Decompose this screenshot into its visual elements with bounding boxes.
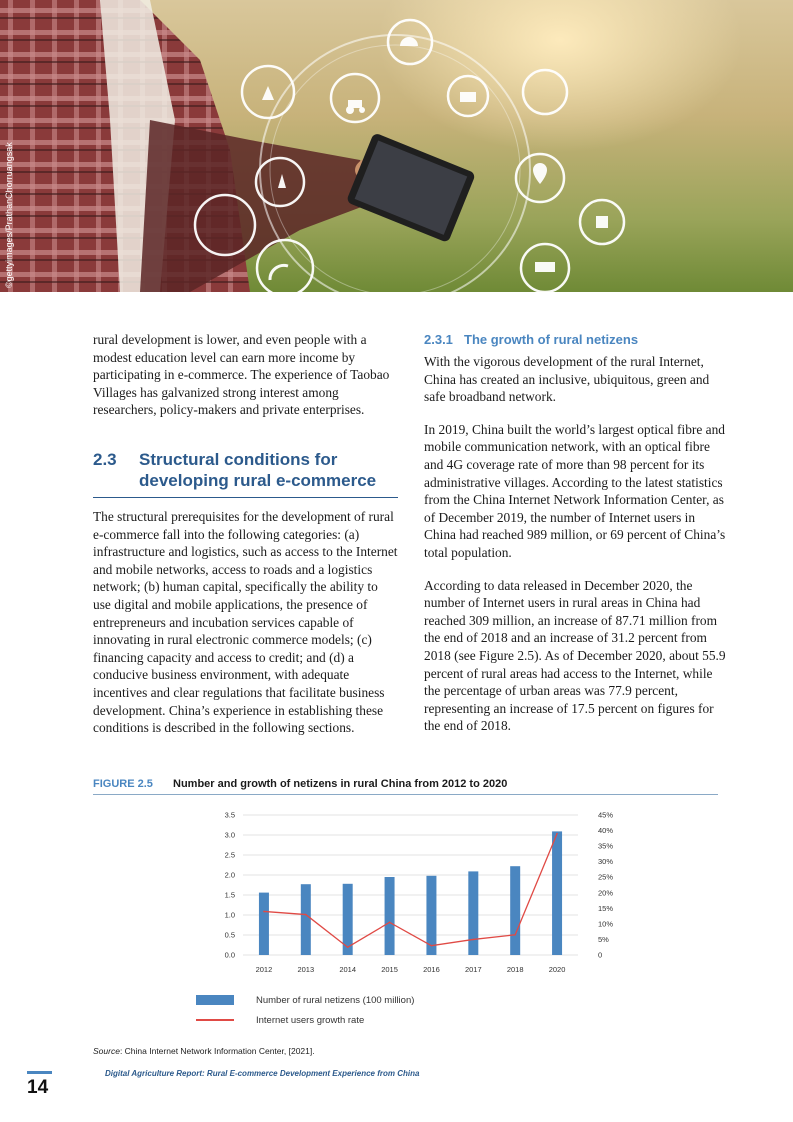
growth-rate-point [263,911,265,913]
growth-rate-point [556,833,558,835]
y-tick-label: 0.0 [224,950,235,960]
x-tick-label: 2014 [339,965,357,974]
y2-tick-label: 30% [598,857,614,867]
y-tick-label: 1.0 [224,910,235,920]
x-tick-label: 2015 [381,965,398,974]
legend-bar-swatch [196,995,234,1005]
running-title: Digital Agriculture Report: Rural E-commerce Development Experience from China [105,1069,420,1078]
x-tick-label: 2012 [255,965,273,974]
y-tick-label: 2.0 [224,870,235,880]
bar [259,893,269,955]
bar [301,884,311,955]
bar [510,866,520,955]
y-tick-label: 3.5 [224,810,235,820]
page-number-accent [27,1071,52,1074]
section-number: 2.3 [93,449,117,469]
growth-rate-point [514,934,516,936]
growth-rate-point [473,939,475,941]
legend-item-line [196,1010,414,1030]
y-tick-label: 0.5 [224,930,235,940]
source-text: : China Internet Network Information Center, [2021]. [119,1046,315,1056]
subsection-title: The growth of rural netizens [464,332,639,347]
y2-tick-label: 45% [598,810,614,820]
intro-paragraph: rural development is lower, and even people with a modest education level can earn more income by participating in e-commerce. The experience of Taobao Villages has galvanized strong interest among researchers, policy-makers and private enterprises. [93,332,390,418]
paragraph-1: With the vigorous development of the rural Internet, China has created an inclusive, ubiquitous, green and safe broadband network. [424,354,710,405]
y-tick-label: 2.5 [224,850,235,860]
paragraph-2: In 2019, China built the world’s largest optical fibre and mobile communication network, with an optical fibre and 4G coverage rate of more than 98 percent for its administrative villages. According to the latest statistics from the China Internet Network Information Center, as of December 2019, the number of Internet users in China had reached 989 million, or 69 percent of China’s total population. [424,421,726,560]
x-tick-label: 2016 [423,965,440,974]
x-tick-label: 2017 [464,965,482,974]
y2-tick-label: 10% [598,919,614,929]
figure-source [93,1046,315,1056]
bar [468,871,478,955]
y2-tick-label: 15% [598,903,614,913]
y2-tick-label: 40% [598,826,614,836]
growth-rate-point [431,945,433,947]
chart-legend [196,990,414,1030]
y2-tick-label: 35% [598,841,614,851]
y2-tick-label: 0 [598,950,603,960]
bar [385,877,395,955]
growth-rate-point [389,922,391,924]
subsection-number: 2.3.1 [424,332,453,347]
y-tick-label: 3.0 [224,830,235,840]
y-tick-label: 1.5 [224,890,235,900]
body-paragraph: The structural prerequisites for the development of rural e-commerce fall into the following categories: (a) infrastructure and logistics, such as access to the Internet and mobile networks, access to roads and a logistics network; (b) human capital, specifically the ability to use digital and mobile applications, the presence of entrepreneurs and incubation services capable of innovating in rural electronic commerce models; (c) financing capacity and access to credit; and (d) a conducive business environment, with adequate incentives and clear regulations that facilitate business development. China’s experience in establishing these conditions is described in the following sections. [93,508,398,736]
x-tick-label: 2013 [297,965,315,974]
source-label: Source [93,1046,120,1056]
section-title: Structural conditions for developing rural e-commerce [139,449,377,490]
y2-tick-label: 20% [598,888,614,898]
legend-line-label: Internet users growth rate [256,1014,365,1026]
legend-item-bars [196,990,414,1010]
x-tick-label: 2020 [548,965,566,974]
x-tick-label: 2018 [506,965,524,974]
figure-caption: Number and growth of netizens in rural China from 2012 to 2020 [173,778,508,790]
legend-bar-label: Number of rural netizens (100 million) [256,994,415,1006]
bar [552,831,562,955]
growth-rate-point [305,914,307,916]
figure-label: FIGURE 2.5 [93,778,153,790]
page-number: 14 [27,1077,49,1098]
photo-credit: ©gettyimages/PrathanChorruangsak [4,142,14,288]
legend-line-swatch [196,1019,234,1021]
growth-rate-point [347,946,349,948]
y2-tick-label: 5% [598,934,609,944]
y2-tick-label: 25% [598,872,614,882]
paragraph-3: According to data released in December 2020, the number of Internet users in rural areas in China had reached 309 million, an increase of 87.71 million from the end of 2018 and an increase of 31.2 percent from 2018 (see Figure 2.5). As of December 2020, about 55.9 percent of rural areas had access to the Internet, while the percentage of urban areas was 77.9 percent, representing an increase of 17.5 percent on figures for the end of 2018. [424,577,726,734]
